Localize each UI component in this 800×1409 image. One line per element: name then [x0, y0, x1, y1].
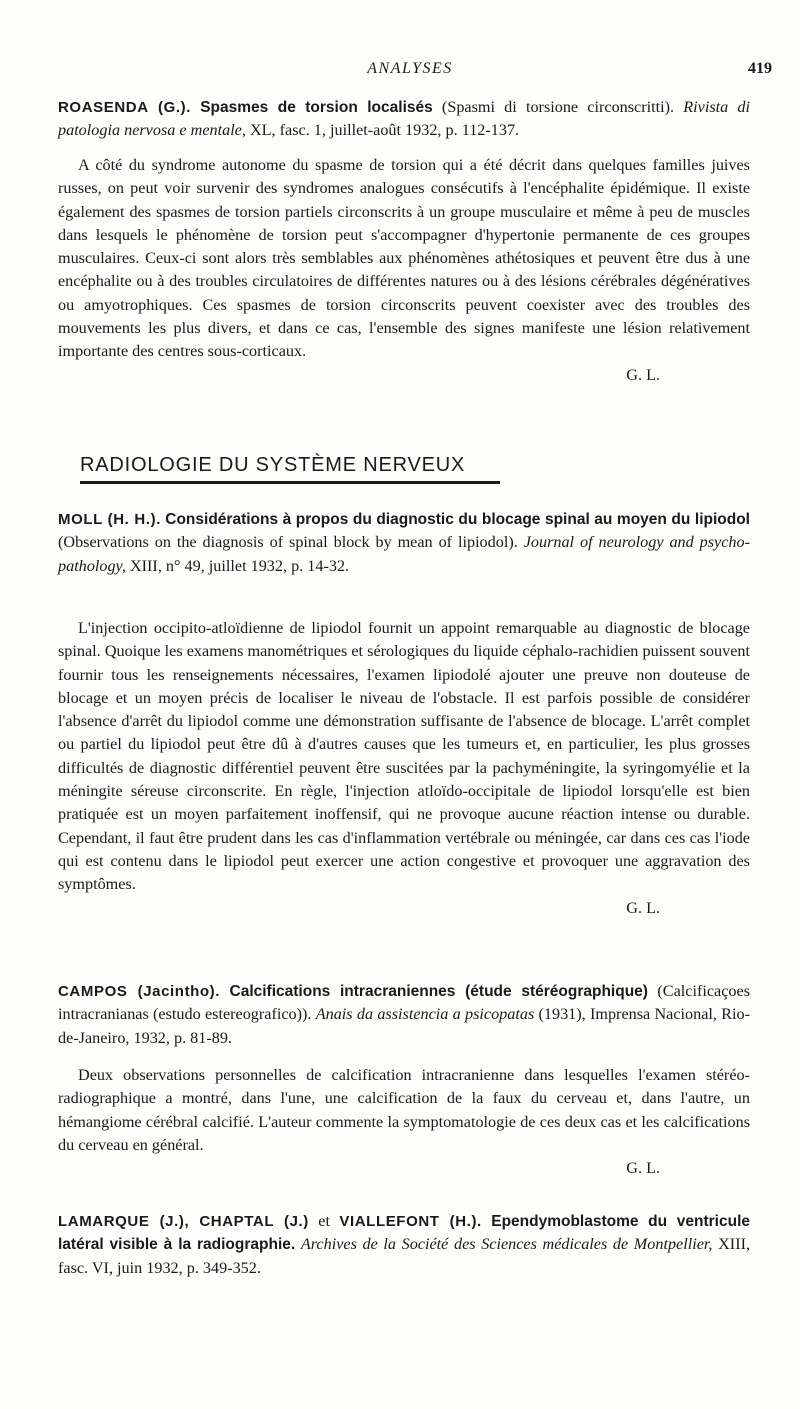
- abstract-moll: [58, 617, 750, 920]
- section-heading-text: RADIOLOGIE DU SYSTÈME NERVEUX: [80, 454, 466, 476]
- reference-roasenda: [58, 96, 750, 143]
- abstract-text: A côté du syndrome autonome du spasme de torsion qui a été décrit dans quelques familles juives russes, on peut voir survenir des syndromes analogues consécutifs à l'encéphalite épidémique. Il existe également des spasmes de torsion partiels circonscrits à un groupe musculaire et même à peu de muscles dans lesquels le phénomène de torsion peut s'accompagner d'hypertonie permanente de ces groupes musculaires. Ceux-ci sont alors très semblables aux phénomènes athétosiques et peuvent être dus à une encéphalite ou à des troubles circulatoires de différentes natures ou à des lésions cérébrales dégénératives ou amyotrophiques. Ces spasmes de torsion circonscrits peuvent coexister avec des troubles des mouvements les plus divers, et dans ce cas, l'ensemble des signes manifeste une lésion relativement importante des centres sous-corticaux.: [58, 156, 750, 361]
- authors-conjunction: et: [308, 1212, 340, 1230]
- page-number: 419: [748, 60, 772, 77]
- article-title: Spasmes de torsion localisés: [200, 99, 433, 116]
- reference-campos: [58, 980, 750, 1050]
- abstract-campos: [58, 1064, 750, 1180]
- abstract-signature: G. L.: [626, 365, 660, 384]
- article-authors-last: VIALLEFONT (H.).: [339, 1213, 482, 1230]
- article-authors: CAMPOS (Jacintho).: [58, 983, 221, 1000]
- article-title: Ependymoblastome du ventricule latéral visible à la radiographie.: [58, 1213, 750, 1254]
- article-journal: Anais da assistencia a psicopatas: [315, 1005, 535, 1024]
- article-citation: XL, fasc. 1, juillet-août 1932, p. 112-137.: [245, 121, 520, 140]
- running-head: [60, 60, 772, 82]
- article-journal: Journal of neurology and psycho-pathology,: [58, 533, 750, 575]
- article-journal: Rivista di patologia nervosa e mentale,: [58, 98, 751, 140]
- article-authors: MOLL (H. H.).: [58, 511, 161, 528]
- section-heading: [80, 454, 500, 484]
- abstract-roasenda: [58, 154, 750, 387]
- abstract-signature: G. L.: [626, 898, 660, 917]
- reference-lamarque: [58, 1210, 750, 1280]
- reference-moll: [58, 508, 750, 578]
- article-citation: XIII, fasc. VI, juin 1932, p. 349-352.: [58, 1235, 751, 1277]
- article-details: (Observations on the diagnosis of spinal block by mean of lipiodol).: [58, 533, 518, 552]
- article-details: (Spasmi di torsione circonscritti).: [432, 98, 675, 116]
- article-citation: (1931), Imprensa Nacional, Rio-de-Janeiro, 1932, p. 81-89.: [58, 1005, 750, 1047]
- article-details: (Calcificaçoes intracranianas (estudo estereografico)).: [58, 982, 750, 1024]
- abstract-signature: G. L.: [626, 1159, 660, 1178]
- article-title: Calcifications intracraniennes (étude stéréographique): [229, 983, 648, 1000]
- article-authors: ROASENDA (G.).: [58, 99, 191, 116]
- section-heading-underline: [80, 481, 500, 484]
- abstract-text: L'injection occipito-atloïdienne de lipiodol fournit un appoint remarquable au diagnostic de blocage spinal. Quoique les examens manométriques et sérologiques du liquide céphalo-rachidien puissent souvent fournir tous les renseignements nécessaires, l'examen lipiodolé ajouter une preuve non douteuse de blocage et un moyen précis de localiser le niveau de l'obstacle. Il est parfois possible de considérer l'absence d'arrêt du lipiodol comme une démonstration suffisante de l'absence de blocage. L'arrêt complet ou partiel du lipiodol peut être dû à d'autres causes que les tumeurs et, en particulier, les plus grosses difficultés de diagnostic différentiel peuvent être suscitées par la pachyméningite, la syringomyélie et la méningite séreuse circonscrite. En règle, l'injection atloïdo-occipitale de lipiodol lorsqu'elle est bien pratiquée est un moyen parfaitement inoffensif, qui ne provoque aucune réaction intense ou durable. Cependant, il faut être prudent dans les cas d'inflammation vertébrale ou méningée, car dans ces cas l'iode qui est contenu dans le lipiodol peut exercer une action congestive et provoquer une aggravation des symptômes.: [58, 619, 750, 894]
- article-citation: XIII, n° 49, juillet 1932, p. 14-32.: [125, 556, 350, 575]
- abstract-text: Deux observations personnelles de calcification intracranienne dans lesquelles l'examen stéréo-radiographique a montré, dans l'une, une calcification de la faux du cerveau et, dans l'autre, un hémangiome cérébral calcifié. L'auteur commente la symptomatologie de ces deux cas et les calcifications du cerveau en général.: [58, 1066, 750, 1154]
- running-head-title: ANALYSES: [367, 60, 453, 77]
- article-authors: LAMARQUE (J.), CHAPTAL (J.): [58, 1213, 309, 1230]
- article-title: Considérations à propos du diagnostic du blocage spinal au moyen du lipiodol: [165, 511, 750, 528]
- article-journal: Archives de la Société des Sciences médicales de Montpellier,: [300, 1235, 713, 1254]
